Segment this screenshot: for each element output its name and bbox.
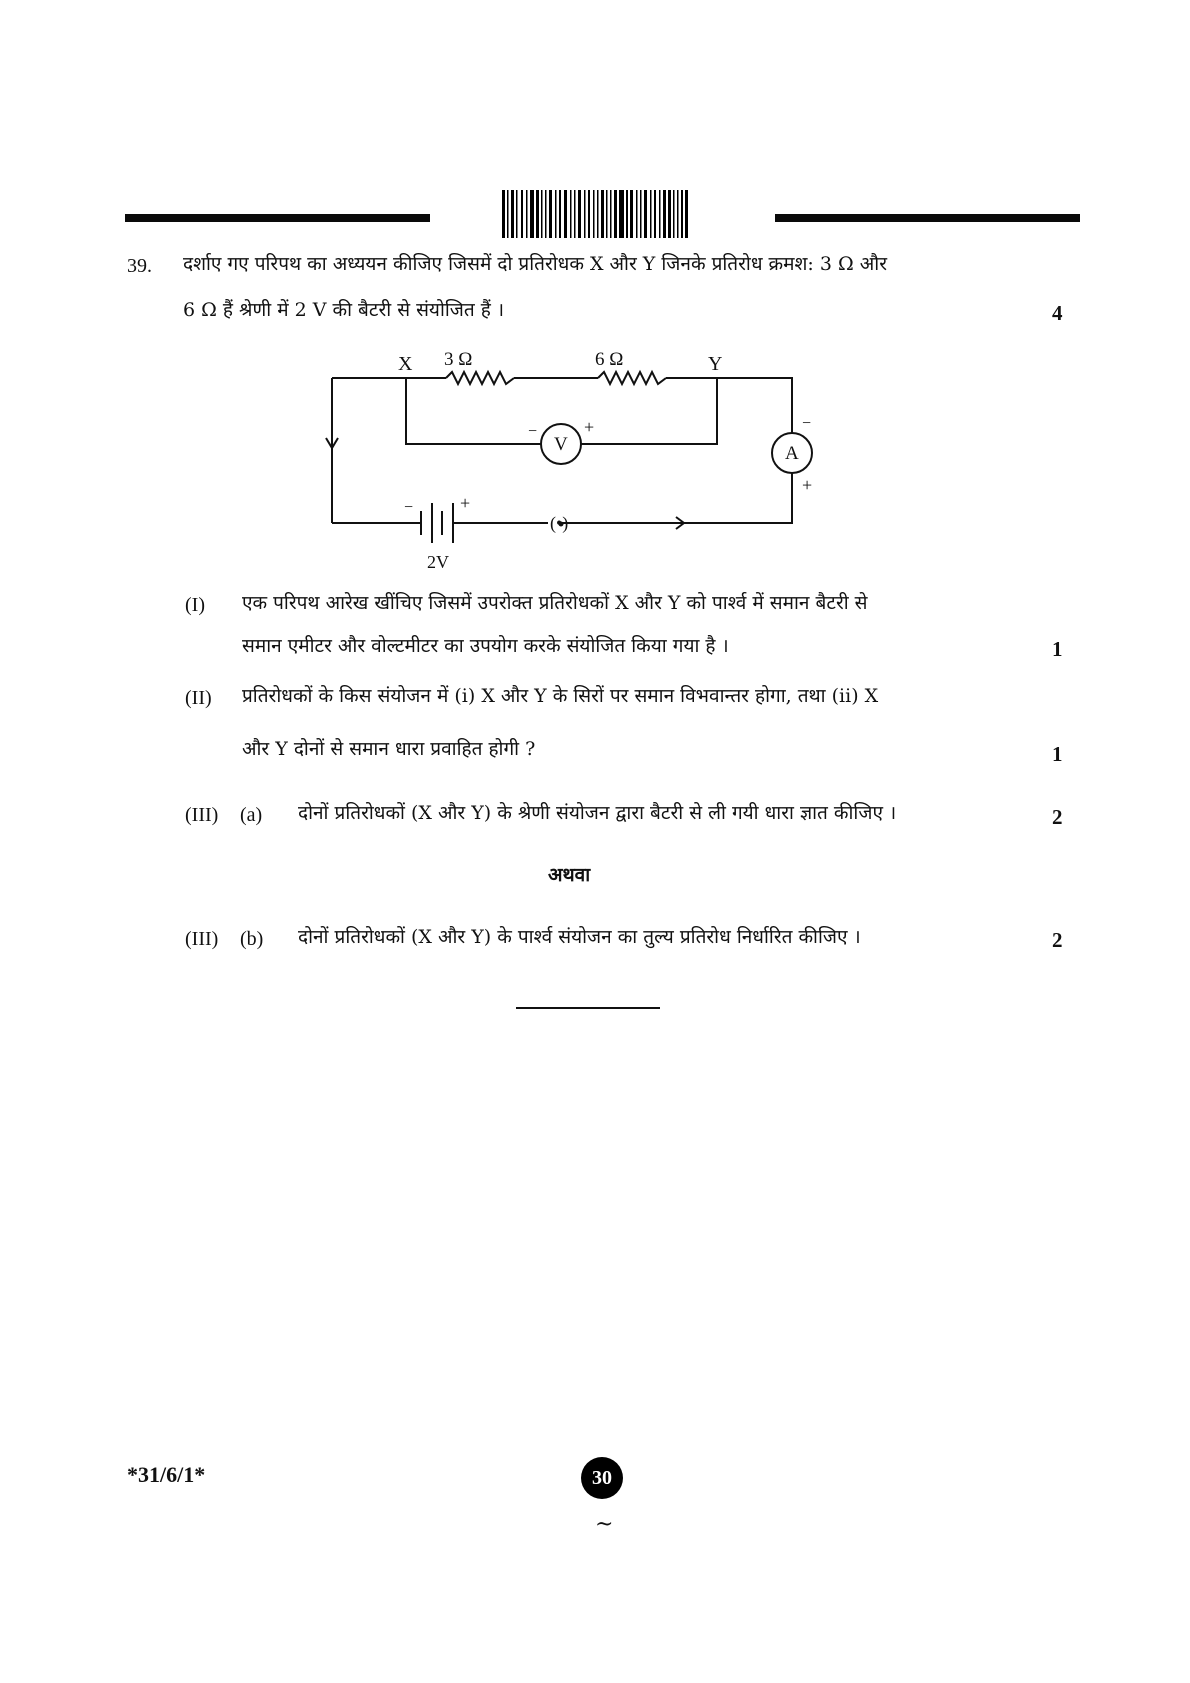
paper-code: *31/6/1* [127, 1462, 206, 1487]
header-rule-right [775, 214, 1080, 222]
part-text-line2: समान एमीटर और वोल्टमीटर का उपयोग करके संयोजित किया गया है । [242, 635, 729, 657]
part-label: (III) [185, 804, 219, 826]
question-marks: 4 [1052, 301, 1063, 325]
part-text-line1: दोनों प्रतिरोधकों (X और Y) के पार्श्व संयोजन का तुल्य प्रतिरोध निर्धारित कीजिए । [298, 926, 861, 948]
part-sublabel: (b) [240, 928, 264, 950]
part-marks: 1 [1052, 742, 1063, 766]
part-marks: 2 [1052, 805, 1063, 829]
part-label: (II) [185, 687, 212, 709]
resistor-6-ohm [598, 372, 666, 384]
question-text-line1: दर्शाए गए परिपथ का अध्ययन कीजिए जिसमें दो प्रतिरोधक X और Y जिनके प्रतिरोध क्रमश: 3 Ω और [183, 253, 887, 275]
ammeter-label: A [785, 443, 799, 464]
part-sublabel: (a) [240, 804, 263, 826]
part-text-line1: प्रतिरोधकों के किस संयोजन में (i) X और Y के सिरों पर समान विभवान्तर होगा, तथा (ii) X [242, 685, 879, 707]
question-number: 39. [127, 255, 152, 277]
barcode-icon [502, 190, 688, 238]
part-label: (III) [185, 928, 219, 950]
page-number: 30 [592, 1466, 612, 1489]
page-number-badge [581, 1457, 623, 1499]
part-text-line1: दोनों प्रतिरोधकों (X और Y) के श्रेणी संयोजन द्वारा बैटरी से ली गयी धारा ज्ञात कीजिए । [298, 802, 897, 824]
circuit-diagram [300, 340, 840, 580]
resistor-3-ohm [446, 372, 514, 384]
or-divider-label: अथवा [548, 864, 591, 886]
ammeter-minus: − [802, 415, 812, 432]
battery-voltage-label: 2V [427, 552, 449, 572]
resistor-3-ohm-label: 3 Ω [444, 349, 473, 370]
tilde-mark: ~ [595, 1512, 614, 1537]
header-rule-left [125, 214, 430, 222]
question-text-line2: 6 Ω हैं श्रेणी में 2 V की बैटरी से संयोजित हैं । [183, 299, 505, 321]
node-x-label: X [398, 353, 413, 375]
battery-minus: − [404, 499, 414, 516]
voltmeter-label: V [554, 434, 568, 455]
voltmeter-plus: + [584, 417, 595, 437]
resistor-6-ohm-label: 6 Ω [595, 349, 624, 370]
voltmeter-minus: − [528, 423, 538, 440]
part-marks: 2 [1052, 928, 1063, 952]
part-text-line2: और Y दोनों से समान धारा प्रवाहित होगी ? [242, 738, 536, 760]
part-marks: 1 [1052, 637, 1063, 661]
node-y-label: Y [708, 353, 723, 375]
ammeter-plus: + [802, 475, 813, 495]
battery-plus: + [460, 493, 471, 513]
key-label: (•) [550, 513, 569, 533]
section-end-rule [516, 1007, 660, 1009]
part-text-line1: एक परिपथ आरेख खींचिए जिसमें उपरोक्त प्रतिरोधकों X और Y को पार्श्व में समान बैटरी से [242, 592, 868, 614]
part-label: (I) [185, 594, 205, 616]
